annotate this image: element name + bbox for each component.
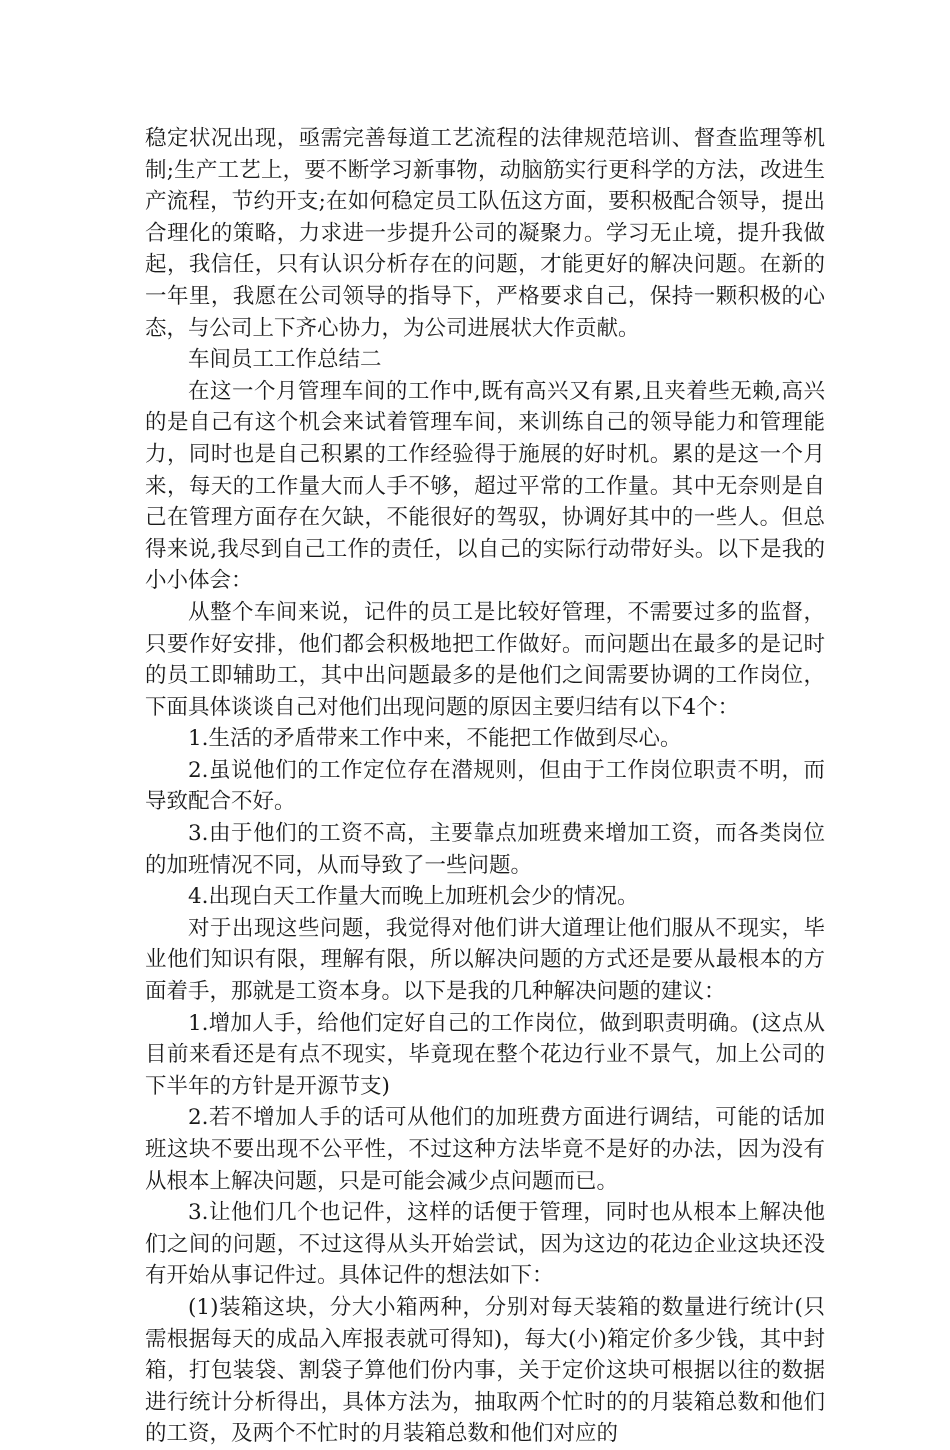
list-item-problem-4: 4.出现白天工作量大而晚上加班机会少的情况。	[188, 884, 639, 910]
list-item-problem-2: 2.虽说他们的工作定位存在潜规则，但由于工作岗位职责不明，而导致配合不好。	[145, 757, 825, 815]
paragraph-solutions-intro: 对于出现这些问题，我觉得对他们讲大道理让他们服从不现实，毕业他们知识有限，理解有限，所以解决问题的方式还是要从最根本的方面着手，那就是工资本身。以下是我的几种解决问题的建议：	[145, 915, 825, 1005]
list-item-solution-1: 1.增加人手，给他们定好自己的工作岗位，做到职责明确。(这点从目前来看还是有点不现实，毕竟现在整个花边行业不景气，加上公司的下半年的方针是开源节支)	[145, 1010, 825, 1099]
paragraph-analysis: 从整个车间来说，记件的员工是比较好管理，不需要过多的监督，只要作好安排，他们都会积极地把工作做好。而问题出在最多的是记时的员工即辅助工，其中出问题最多的是他们之间需要协调的工作岗位，下面具体谈谈自己对他们出现问题的原因主要归结有以下4个：	[145, 599, 825, 720]
list-item-solution-3: 3.让他们几个也记件，这样的话便于管理，同时也从根本上解决他们之间的问题，不过这得从头开始尝试，因为这边的花边企业这块还没有开始从事记件过。具体记件的想法如下：	[145, 1200, 825, 1289]
list-item-problem-3: 3.由于他们的工资不高，主要靠点加班费来增加工资，而各类岗位的加班情况不同，从而导致了一些问题。	[145, 821, 825, 878]
sub-item-packing: (1)装箱这块，分大小箱两种，分别对每天装箱的数量进行统计(只需根据每天的成品入库报表就可得知)，每大(小)箱定价多少钱，其中封箱，打包装袋、割袋子算他们份内事，关于定价这块可根据以往的数据进行统计分析得出，具体方法为，抽取两个忙时的的月装箱总数和他们的工资，及两个不忙时的月装箱总数和他们对应的	[145, 1294, 825, 1447]
list-item-solution-2: 2.若不增加人手的话可从他们的加班费方面进行调结，可能的话加班这块不要出现不公平性，不过这种方法毕竟不是好的办法，因为没有从根本上解决问题，只是可能会减少点问题而已。	[145, 1105, 825, 1194]
document-body	[145, 123, 825, 1450]
list-item-problem-1: 1.生活的矛盾带来工作中来，不能把工作做到尽心。	[188, 726, 682, 752]
section-heading: 车间员工工作总结二	[188, 347, 382, 373]
paragraph-continuation: 稳定状况出现，亟需完善每道工艺流程的法律规范培训、督查监理等机制;生产工艺上，要不断学习新事物，动脑筋实行更科学的方法，改进生产流程，节约开支;在如何稳定员工队伍这方面，要积极配合领导，提出合理化的策略，力求进一步提升公司的凝聚力。学习无止境，提升我做起，我信任，只有认识分析存在的问题，才能更好的解决问题。在新的一年里，我愿在公司领导的指导下，严格要求自己，保持一颗积极的心态，与公司上下齐心协力，为公司进展状大作贡献。	[145, 126, 825, 341]
paragraph-intro: 在这一个月管理车间的工作中,既有高兴又有累,且夹着些无赖,高兴的是自己有这个机会来试着管理车间，来训练自己的领导能力和管理能力，同时也是自己积累的工作经验得于施展的好时机。累的是这一个月来，每天的工作量大而人手不够，超过平常的工作量。其中无奈则是自己在管理方面存在欠缺，不能很好的驾驭，协调好其中的一些人。但总得来说,我尽到自己工作的责任，以自己的实际行动带好头。以下是我的小小体会：	[145, 378, 825, 594]
